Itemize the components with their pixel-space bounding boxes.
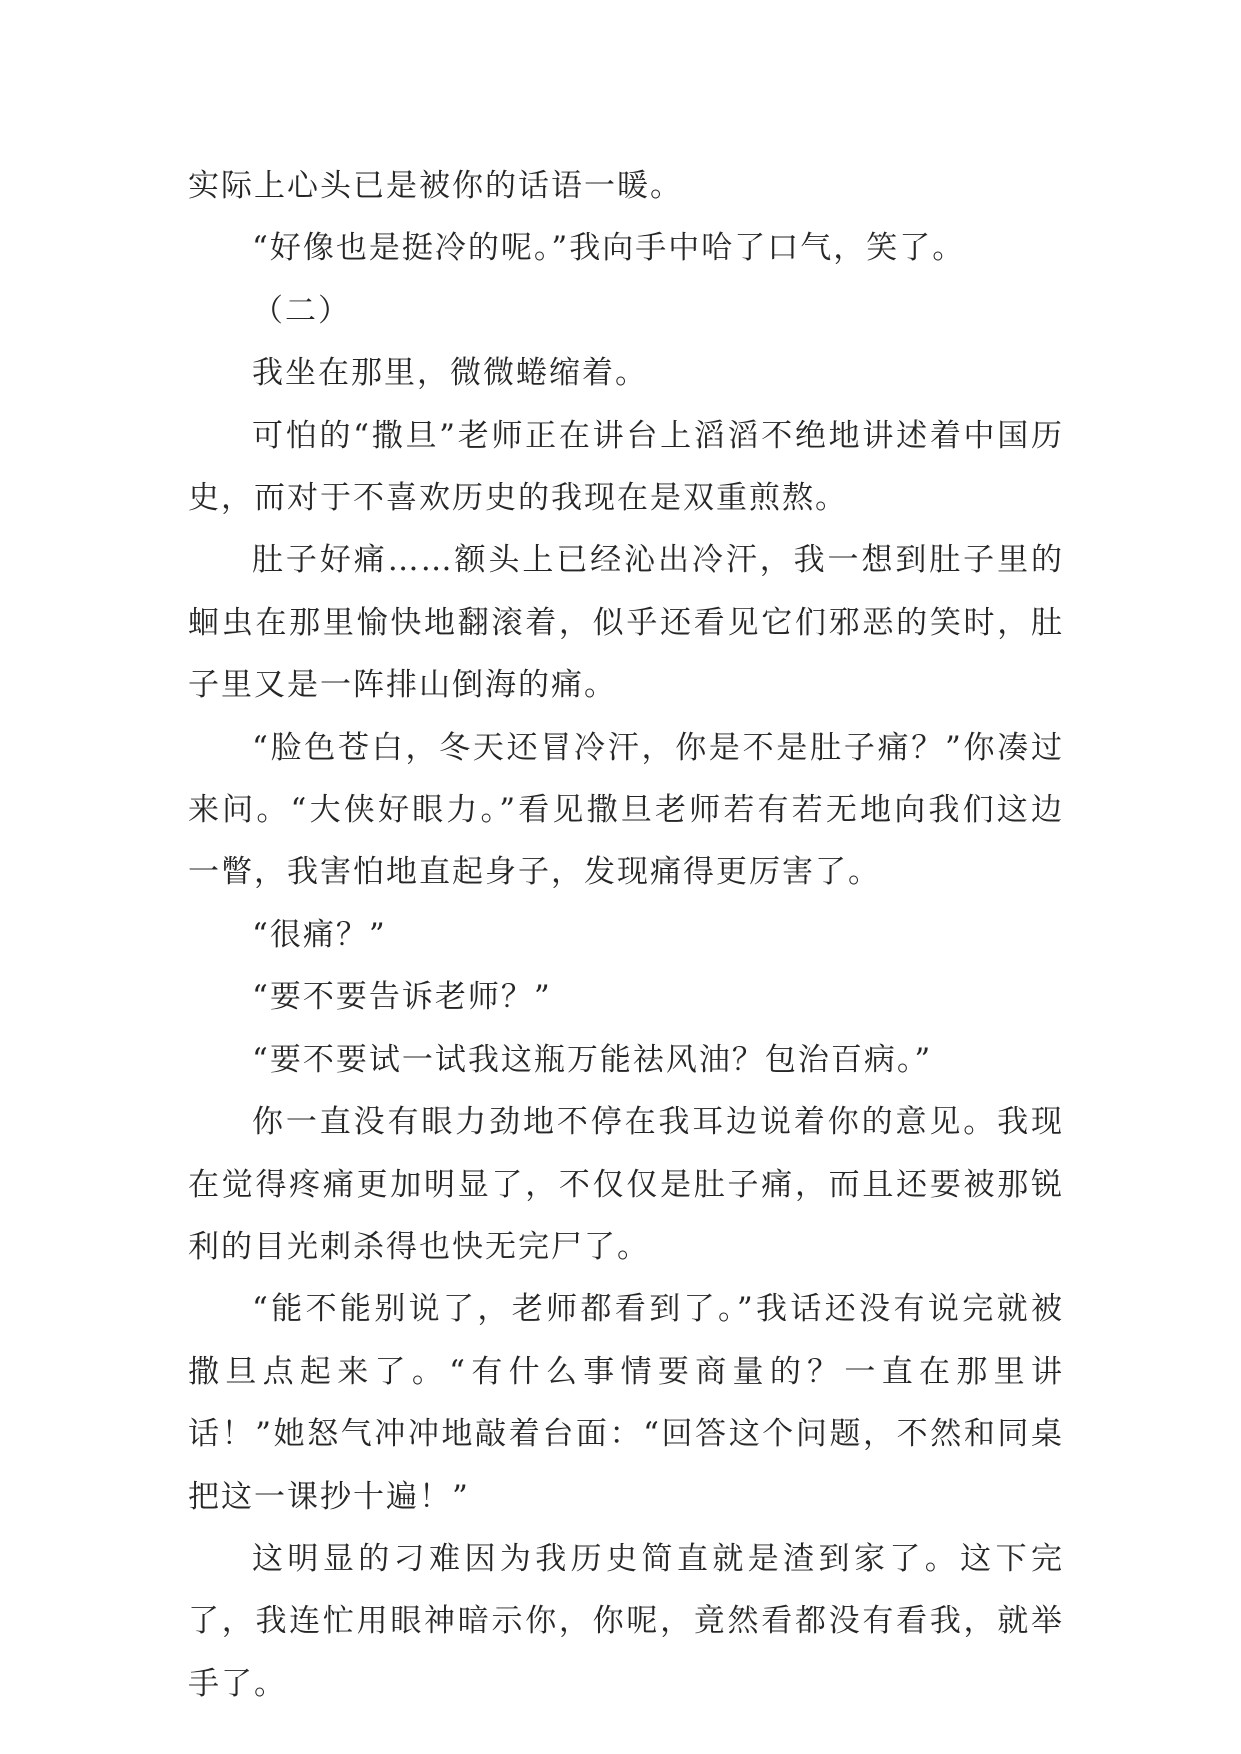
paragraph: “能不能别说了，老师都看到了。”我话还没有说完就被撒旦点起来了。“有什么事情要商量的？一直在那里讲话！”她怒气冲冲地敲着台面：“回答这个问题，不然和同桌把这一课抄十遍！” <box>188 1291 1064 1515</box>
dialogue-line: “很痛？” <box>252 916 387 953</box>
paragraph: 我坐在那里，微微蜷缩着。 <box>252 355 648 392</box>
dialogue-line: “要不要告诉老师？” <box>252 979 552 1016</box>
paragraph: “脸色苍白，冬天还冒冷汗，你是不是肚子痛？”你凑过来问。“大侠好眼力。”看见撒旦老师若有若无地向我们这边一瞥，我害怕地直起身子，发现痛得更厉害了。 <box>188 729 1064 891</box>
paragraph: 肚子好痛……额头上已经沁出冷汗，我一想到肚子里的蛔虫在那里愉快地翻滚着，似乎还看见它们邪恶的笑时，肚子里又是一阵排山倒海的痛。 <box>188 542 1064 704</box>
paragraph: 你一直没有眼力劲地不停在我耳边说着你的意见。我现在觉得疼痛更加明显了，不仅仅是肚子痛，而且还要被那锐利的目光刺杀得也快无完尸了。 <box>188 1104 1064 1265</box>
paragraph: 可怕的“撒旦”老师正在讲台上滔滔不绝地讲述着中国历史，而对于不喜欢历史的我现在是双重煎熬。 <box>188 417 1064 517</box>
dialogue-line: “要不要试一试我这瓶万能祛风油？包治百病。” <box>252 1041 933 1078</box>
paragraph: 实际上心头已是被你的话语一暖。 <box>188 168 683 204</box>
document-body <box>188 155 1064 1715</box>
paragraph: 这明显的刁难因为我历史简直就是渣到家了。这下完了，我连忙用眼神暗示你，你呢，竟然看都没有看我，就举手了。 <box>188 1540 1064 1702</box>
paragraph: “好像也是挺冷的呢。”我向手中哈了口气，笑了。 <box>252 230 966 267</box>
section-heading: （二） <box>252 292 351 329</box>
